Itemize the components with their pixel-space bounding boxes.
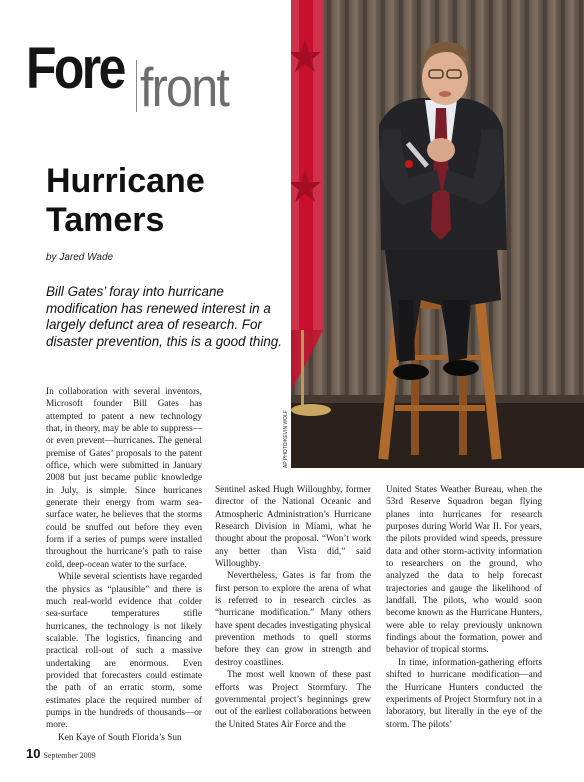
article-deck: Bill Gates’ foray into hurricane modification has renewed interest in a largely defunct area of research. For disaster prevention, this is a good thing. (46, 284, 282, 349)
paragraph: Ken Kaye of South Florida’s Sun (58, 732, 182, 743)
article-headline: Hurricane Tamers (46, 162, 205, 239)
article-byline: by Jared Wade (46, 252, 114, 263)
body-column-3 (386, 484, 542, 731)
body-column-2 (215, 484, 371, 731)
paragraph: Nevertheless, Gates is far from the first person to explore the arena of what is referred to in research circles as “hurricane modification.” Many others have spent decades investigating physical prevention methods to quell storms before they can grow in strength and destroy coastlines. (215, 571, 371, 668)
paragraph: In collaboration with several inventors, Microsoft founder Bill Gates has attempted to patent a new technology that, in theory, may be able to suppress—or even prevent—hurricanes. The general premise of Gates’ proposals to the patent office, which were submitted in January 2008 but just became public knowledge in July, is simple. Since hurricanes generate their energy from warm sea-surface water, he believes that the storms could be snuffed out before they even form if a series of pumps were installed throughout the hurricane’s path to raise cold, deep-ocean water to the surface. (46, 387, 202, 570)
article-photo (291, 0, 584, 468)
page-number: 10 (26, 746, 41, 761)
paragraph: The most well known of these past efforts was Project Stormfury. The governmental project’s beginnings grew out of the earliest collaborations between the United States Air Force and the (215, 670, 371, 730)
paragraph: While several scientists have regarded the physics as “plausible” and there is much real-world evidence that colder sea-surface temperatures stifle hurricanes, the technology is not likely scalable. The logistics, financing and practical roll-out of such a massive undertaking are enormous. Even provided that forecasters could estimate the path of an erratic storm, some estimates place the required number of pumps in the hundreds of thousands—or more. (46, 572, 202, 731)
photo-credit (283, 398, 291, 468)
masthead-logo (26, 36, 276, 120)
masthead-fore: Fore (26, 36, 124, 101)
photo-credit-text: AP PHOTO/KEVIN WOLF (283, 410, 289, 468)
paragraph: In time, information-gathering efforts shifted to hurricane modification—and the Hurricane Hunters conducted the experiments of Project Stormfury not in a laboratory, but literally in the eye of the storm. The pilots’ (386, 657, 542, 730)
speaker-on-stool-photo (291, 0, 584, 468)
issue-date: September 2009 (43, 751, 96, 760)
masthead-front: front (140, 56, 229, 118)
paragraph: United States Weather Bureau, when the 53rd Reserve Squadron began flying planes into hurricanes for research purposes during World War II. For years, the pilots provided wind speeds, pressure data and other storm-activity information to researchers on the ground, who analyzed the data to help forecast trajectories and gauge the likelihood of landfall. The pilots, who would soon become known as the Hurricane Hunters, were able to relay previously unknown findings about the formation, power and behavior of tropical storms. (386, 485, 542, 656)
paragraph: Sentinel asked Hugh Willoughby, former director of the National Oceanic and Atmospheric Administration’s Hurricane Research Division in Miami, what he thought about the proposal. “Won’t work any better than Vista did,” said Willoughby. (215, 485, 371, 570)
masthead-divider (136, 60, 137, 112)
body-column-1 (46, 386, 202, 744)
page-folio (26, 746, 96, 761)
